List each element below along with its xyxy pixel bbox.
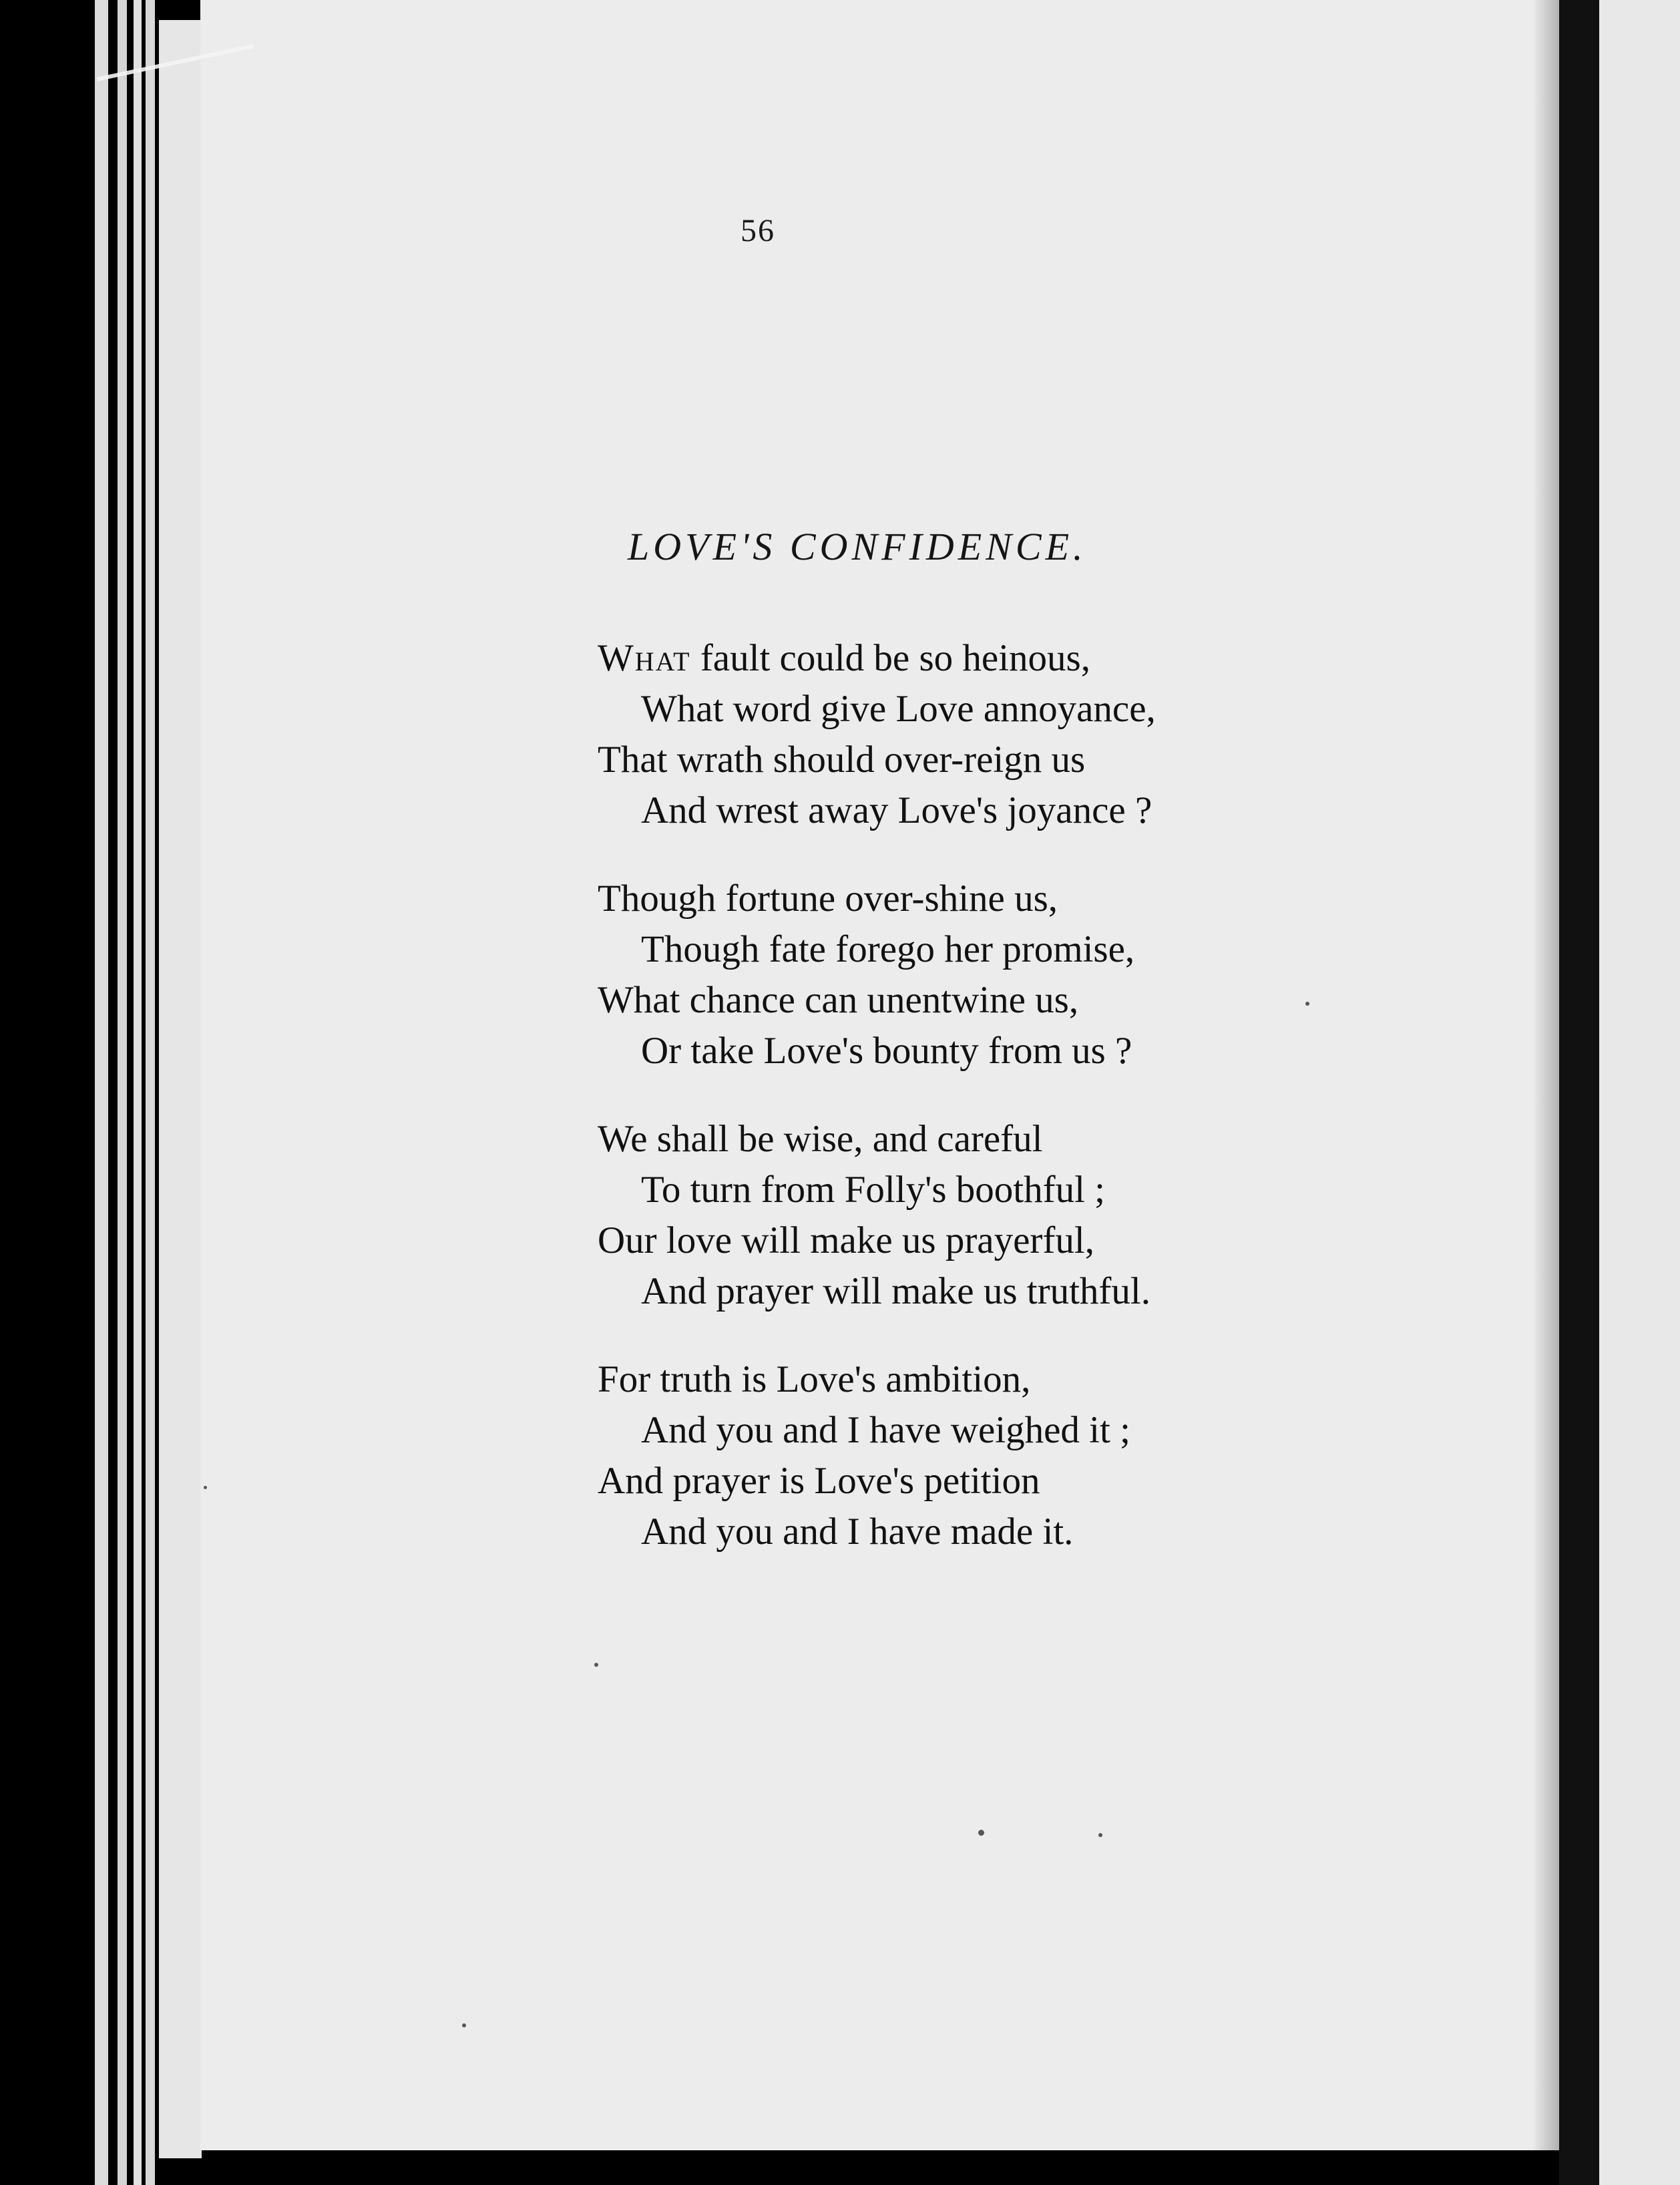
verse-line: For truth is Love's ambition, xyxy=(598,1358,1031,1400)
verse-line: And wrest away Love's joyance ? xyxy=(641,789,1152,831)
verse-line: That wrath should over-reign us xyxy=(598,739,1086,781)
verse-lead-word: What xyxy=(598,637,691,679)
verse-line: And you and I have made it. xyxy=(641,1511,1074,1553)
verse-line: To turn from Folly's boothful ; xyxy=(641,1169,1106,1211)
verse-line: And you and I have weighed it ; xyxy=(641,1409,1130,1451)
verse-line: Though fate forego her promise, xyxy=(641,928,1135,970)
page-edge xyxy=(159,20,202,2158)
verse-line: And prayer is Love's petition xyxy=(598,1460,1040,1502)
page-gutter-shadow xyxy=(1532,0,1559,2150)
verse-line: What chance can unentwine us, xyxy=(598,979,1079,1021)
stanza-4 xyxy=(598,1354,1130,1557)
verse-line: What word give Love annoyance, xyxy=(641,688,1156,730)
stanza-1 xyxy=(598,633,1156,836)
verse-line: Our love will make us prayerful, xyxy=(598,1219,1094,1261)
verse-line xyxy=(598,633,1156,684)
page-edge xyxy=(134,0,142,2185)
scan-speck xyxy=(462,2023,466,2027)
scan-speck xyxy=(1305,1002,1309,1006)
page-edge xyxy=(95,0,108,2185)
scan-speck xyxy=(1098,1833,1102,1837)
page-edge xyxy=(146,0,155,2185)
verse-line: Though fortune over-shine us, xyxy=(598,877,1058,920)
scan-speck xyxy=(978,1830,984,1836)
page-edge xyxy=(118,0,127,2185)
scan-speck xyxy=(594,1663,598,1667)
stanza-2 xyxy=(598,873,1134,1076)
stanza-3 xyxy=(598,1114,1150,1317)
gutter-fold xyxy=(1559,0,1599,2185)
verse-line: Or take Love's bounty from us ? xyxy=(641,1030,1132,1072)
page-number: 56 xyxy=(741,213,775,248)
verse-line-rest: fault could be so heinous, xyxy=(690,637,1090,679)
scan-speck xyxy=(204,1486,207,1489)
facing-page-edge xyxy=(1599,0,1680,2185)
verse-line: And prayer will make us truthful. xyxy=(641,1270,1150,1312)
poem-title: LOVE'S CONFIDENCE. xyxy=(628,525,1087,568)
verse-line: We shall be wise, and careful xyxy=(598,1118,1043,1160)
